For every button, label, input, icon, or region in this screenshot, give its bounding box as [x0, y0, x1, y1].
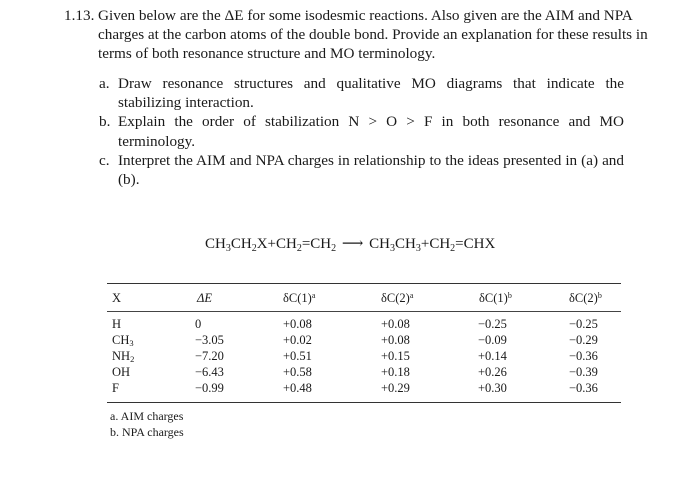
part-text: Explain the order of stabilization N > O > F in both resonance and MO terminology. — [118, 113, 624, 150]
part-label: c. — [99, 151, 110, 169]
part-label: a. — [99, 75, 110, 92]
problem-parts — [99, 74, 624, 189]
problem-statement — [64, 6, 674, 64]
header-dc2-aim: $\delta C(2)^a$ — [381, 291, 414, 305]
part-a — [99, 74, 624, 112]
cell-dc2-npa: −0.36 — [569, 349, 598, 363]
table-header-rule — [107, 311, 621, 312]
cell-dc1-npa: −0.09 — [478, 333, 507, 347]
cell-delta-e: −6.43 — [195, 365, 224, 379]
part-label: b. — [99, 113, 111, 131]
cell-dc1-aim: +0.48 — [283, 381, 312, 395]
cell-dc2-npa: −0.36 — [569, 381, 598, 395]
header-dc1-aim: $\delta C(1)^a$ — [283, 291, 316, 305]
problem-intro: Given below are the ΔE for some isodesmic reactions. Also given are the AIM and NPA charges at the carbon atoms of the double bond. Provide an explanation for these results in terms of both resonance structure and MO terminology. — [98, 7, 648, 63]
cell-dc2-aim: +0.15 — [381, 349, 410, 363]
cell-x: $CH_3$ — [112, 333, 134, 348]
cell-dc1-npa: −0.25 — [478, 317, 507, 331]
cell-x: F — [112, 381, 119, 395]
cell-x: H — [112, 317, 122, 331]
cell-delta-e: −3.05 — [195, 333, 224, 347]
footnote-npa: b. NPA charges — [110, 425, 184, 439]
cell-x: OH — [112, 365, 131, 379]
reactant-2: $CH_2=CH_2$ — [276, 236, 337, 254]
part-text: Interpret the AIM and NPA charges in relationship to the ideas presented in (a) and (b). — [118, 151, 624, 189]
cell-dc2-npa: −0.25 — [569, 317, 598, 331]
cell-dc2-aim: +0.29 — [381, 381, 410, 395]
plus-sign: + — [267, 236, 276, 252]
cell-dc1-aim: +0.58 — [283, 365, 312, 379]
part-c — [99, 151, 624, 189]
product-2: $CH_2=CHX$ — [429, 236, 496, 254]
header-delta-e: ΔE — [197, 291, 212, 305]
cell-delta-e: −0.99 — [195, 381, 224, 395]
product-1: $CH_3CH_3$ — [369, 236, 421, 254]
reactant-1: $CH_3CH_2X$ — [205, 236, 268, 254]
problem-number: 1.13. — [64, 7, 95, 24]
header-dc1-npa: $\delta C(1)^b$ — [479, 291, 512, 305]
cell-x: $NH_2$ — [112, 349, 135, 364]
cell-dc1-npa: +0.26 — [478, 365, 507, 379]
part-text: Draw resonance structures and qualitative MO diagrams that indicate the stabilizing interaction. — [118, 75, 624, 112]
part-b — [99, 112, 624, 150]
cell-dc2-npa: −0.29 — [569, 333, 598, 347]
cell-dc1-aim: +0.02 — [283, 333, 312, 347]
table-top-rule — [107, 283, 621, 284]
plus-sign: + — [420, 236, 430, 252]
cell-dc2-npa: −0.39 — [569, 365, 598, 379]
cell-dc1-aim: +0.08 — [283, 317, 312, 331]
cell-dc1-aim: +0.51 — [283, 349, 312, 363]
header-dc2-npa: $\delta C(2)^b$ — [569, 291, 602, 305]
cell-dc1-npa: +0.30 — [478, 381, 507, 395]
table-bottom-rule — [107, 402, 621, 403]
reaction-arrow: ⟶ — [341, 236, 364, 252]
cell-dc2-aim: +0.18 — [381, 365, 410, 379]
reaction-equation — [205, 234, 495, 253]
cell-dc2-aim: +0.08 — [381, 317, 410, 331]
cell-delta-e: 0 — [195, 317, 202, 331]
cell-dc1-npa: +0.14 — [478, 349, 507, 363]
cell-dc2-aim: +0.08 — [381, 333, 410, 347]
cell-delta-e: −7.20 — [195, 349, 224, 363]
footnote-aim: a. AIM charges — [110, 409, 184, 423]
table-footnotes — [110, 408, 184, 440]
header-x: X — [112, 291, 122, 305]
